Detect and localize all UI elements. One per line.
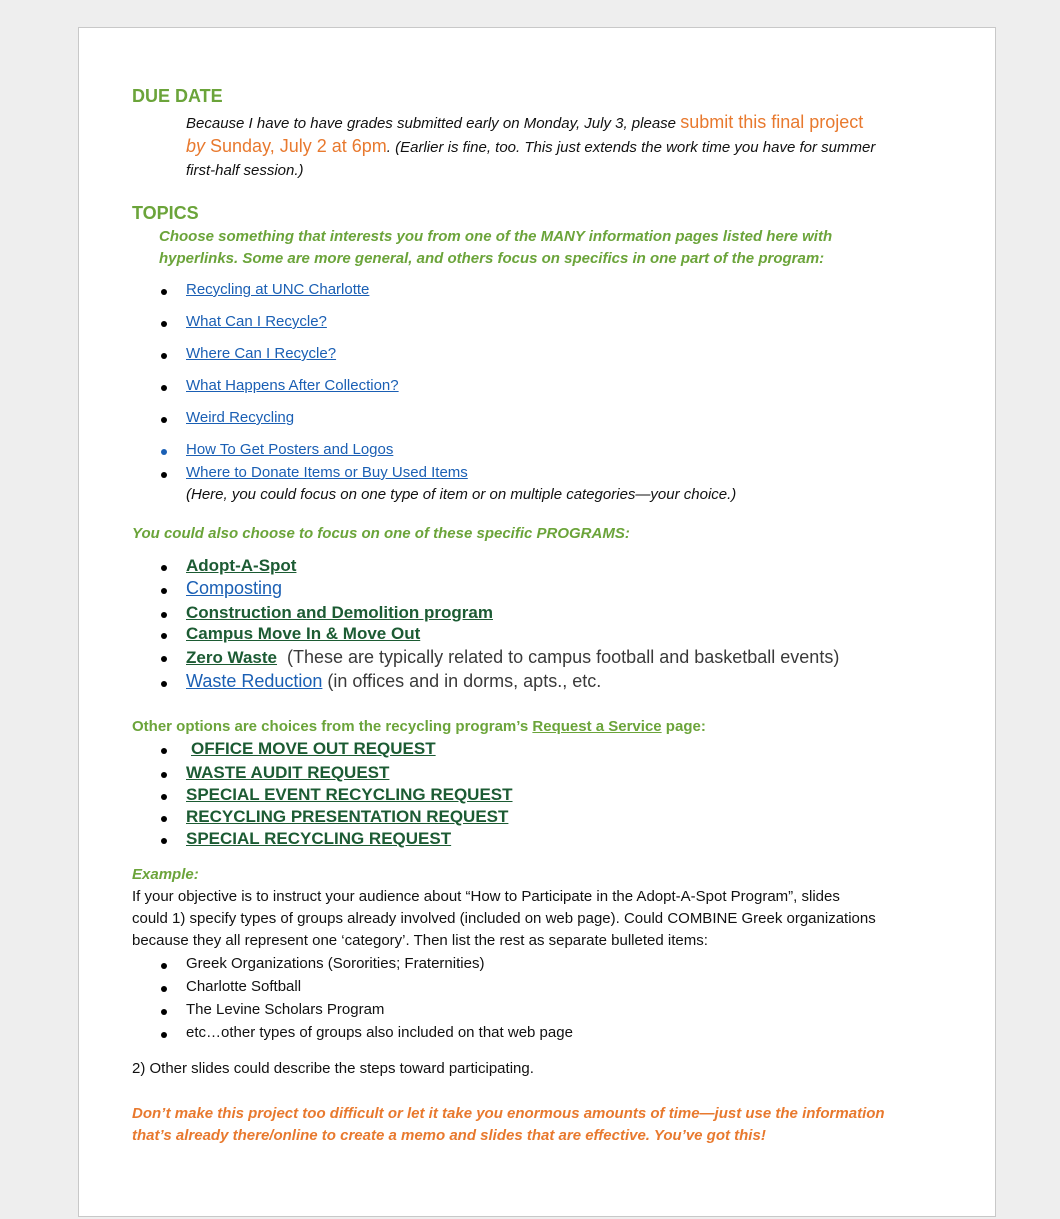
link-zero-waste[interactable]: Zero Waste [186,648,278,667]
bullet-dot [161,1032,167,1038]
link-what-happens-after-collection[interactable]: What Happens After Collection? [186,377,399,394]
bullet-dot [161,321,167,327]
bullet-dot [161,656,167,662]
link-weird-recycling[interactable]: Weird Recycling [186,409,295,426]
link-campus-move[interactable]: Campus Move In & Move Out [186,624,421,643]
donate-note: (Here, you could focus on one type of item or on multiple categories—your choice.) [186,486,737,503]
example-paragraph-line-1: If your objective is to instruct your audience about “How to Participate in the Adopt-A-Spot Program”, slides [132,888,840,905]
bullet-dot [161,588,167,594]
link-donate-or-buy-used[interactable]: Where to Donate Items or Buy Used Items [186,464,468,481]
example-bullet: Charlotte Softball [186,978,302,995]
bullet-dot [161,633,167,639]
zero-waste-note: (These are typically related to campus football and basketball events) [287,647,840,667]
example-bullet: The Levine Scholars Program [186,1001,385,1018]
bullet-dot [161,772,167,778]
link-special-recycling-request[interactable]: SPECIAL RECYCLING REQUEST [186,829,452,848]
bullet-dot [161,353,167,359]
waste-reduction-line [186,671,601,692]
closing-line-2: that’s already there/online to create a memo and slides that are effective. You’ve got this! [132,1127,766,1144]
topics-intro-line-1: Choose something that interests you from one of the MANY information pages listed here with [159,228,833,245]
due-date-heading: DUE DATE [132,86,223,106]
bullet-dot [161,565,167,571]
link-construction-demolition[interactable]: Construction and Demolition program [186,603,493,622]
bullet-dot [161,748,167,754]
link-office-move-out-request[interactable]: OFFICE MOVE OUT REQUEST [191,739,436,758]
example-bullet: etc…other types of groups also included on that web page [186,1024,573,1041]
services-intro [132,718,706,735]
due-date-emphasis-by: by [186,136,206,156]
example-paragraph-2: 2) Other slides could describe the steps toward participating. [132,1060,534,1077]
bullet-dot [161,449,167,455]
example-bullet: Greek Organizations (Sororities; Fraternities) [186,955,485,972]
topics-heading: TOPICS [132,203,199,223]
due-date-emphasis: submit this final project [680,112,864,132]
due-date-text: Because I have to have grades submitted early on Monday, July 3, please [186,115,681,132]
services-intro-suffix: page: [661,718,706,735]
due-date-note: . (Earlier is fine, too. This just extends the work time you have for summer [386,139,876,156]
example-label: Example: [132,866,199,883]
link-recycling-at-unc-charlotte[interactable]: Recycling at UNC Charlotte [186,281,370,298]
document-page [78,27,996,1217]
bullet-dot [161,289,167,295]
services-intro-text: Other options are choices from the recycling program’s [132,718,533,735]
bullet-dot [161,385,167,391]
link-waste-reduction[interactable]: Waste Reduction [186,671,323,691]
bullet-dot [161,417,167,423]
bullet-dot [161,612,167,618]
link-posters-and-logos[interactable]: How To Get Posters and Logos [186,441,394,458]
bullet-dot [161,1009,167,1015]
bullet-dot [161,816,167,822]
due-date-deadline: Sunday, July 2 at 6pm [205,136,387,156]
link-request-a-service[interactable]: Request a Service [532,718,662,735]
bullet-dot [161,681,167,687]
link-composting[interactable]: Composting [186,578,283,598]
programs-intro: You could also choose to focus on one of these specific PROGRAMS: [132,525,630,542]
example-paragraph-line-2: could 1) specify types of groups already involved (included on web page). Could COMBINE Greek organizations [132,910,876,927]
bullet-dot [161,472,167,478]
closing-line-1: Don’t make this project too difficult or let it take you enormous amounts of time—just use the information [132,1105,885,1122]
due-date-line-3: first-half session.) [186,162,304,179]
bullet-dot [161,986,167,992]
bullet-dot [161,963,167,969]
link-waste-audit-request[interactable]: WASTE AUDIT REQUEST [186,763,390,782]
link-where-can-i-recycle[interactable]: Where Can I Recycle? [186,345,337,362]
link-what-can-i-recycle[interactable]: What Can I Recycle? [186,313,327,330]
example-paragraph-line-3: because they all represent one ‘category’. Then list the rest as separate bulleted items: [132,932,708,949]
zero-waste-line [186,647,839,668]
link-special-event-recycling-request[interactable]: SPECIAL EVENT RECYCLING REQUEST [186,785,513,804]
link-adopt-a-spot[interactable]: Adopt-A-Spot [186,556,297,575]
waste-reduction-note: (in offices and in dorms, apts., etc. [322,671,602,691]
due-date-line-2 [186,136,875,157]
due-date-line-1 [186,112,863,133]
topics-intro-line-2: hyperlinks. Some are more general, and others focus on specifics in one part of the program: [159,250,825,267]
link-recycling-presentation-request[interactable]: RECYCLING PRESENTATION REQUEST [186,807,509,826]
bullet-dot [161,794,167,800]
document-content [79,28,995,1216]
bullet-dot [161,838,167,844]
